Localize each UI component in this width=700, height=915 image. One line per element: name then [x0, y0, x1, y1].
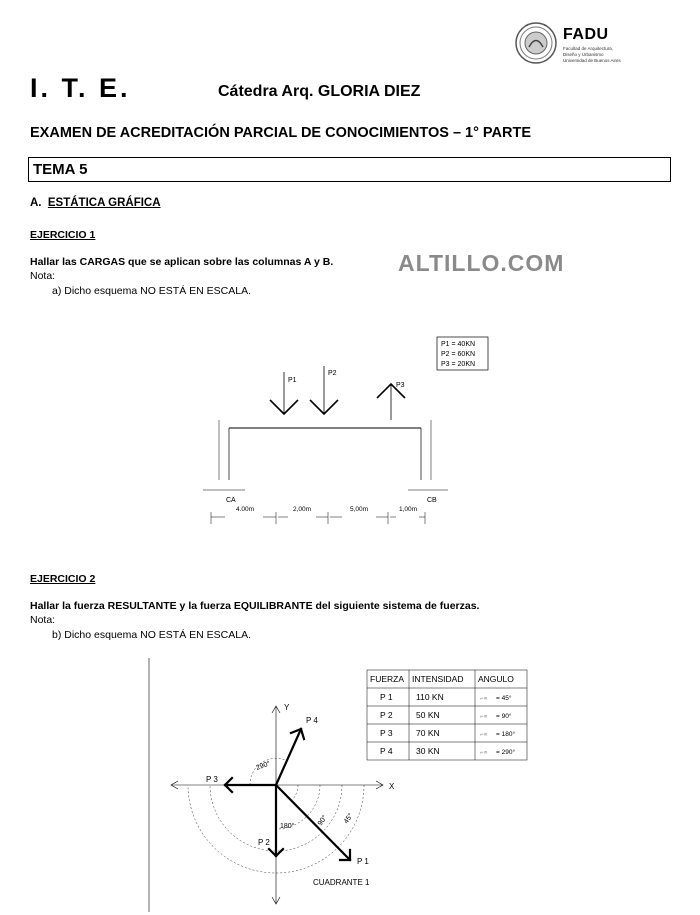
dimension-label: 5,00m	[349, 506, 369, 513]
table-header: INTENSIDAD	[412, 674, 464, 684]
table-cell: = 90°	[496, 713, 512, 720]
exercise-1-nota-label: Nota:	[30, 270, 56, 282]
table-cell: 30 KN	[416, 746, 440, 756]
exercise-2-nota-label: Nota:	[30, 614, 56, 626]
force-label: P 3	[206, 775, 218, 784]
force-label: P 4	[306, 716, 318, 725]
alpha-icon: ⌐∝	[480, 696, 488, 702]
table-cell: P 2	[380, 710, 393, 720]
section-letter: A.	[30, 197, 42, 209]
angle-label: 290°	[255, 760, 272, 772]
alpha-icon: ⌐∝	[480, 732, 488, 738]
alpha-icon: ⌐∝	[480, 750, 488, 756]
force-label: P 2	[258, 838, 270, 847]
table-cell: 110 KN	[416, 692, 444, 702]
table-cell: P 1	[380, 692, 393, 702]
logo-line: Facultad de Arquitectura,	[563, 46, 614, 51]
table-cell: 50 KN	[416, 710, 440, 720]
load-label: P2	[328, 370, 337, 377]
logo-title: FADU	[563, 26, 609, 43]
loads-legend-line: P3 = 20KN	[441, 361, 476, 368]
force-arrows	[225, 729, 350, 860]
table-header: ANGULO	[478, 674, 514, 684]
x-axis-label: X	[389, 782, 395, 791]
loads-legend-line: P1 = 40KN	[441, 341, 476, 348]
catedra-name: Cátedra Arq. GLORIA DIEZ	[218, 83, 421, 100]
loads-legend-line: P2 = 60KN	[441, 351, 476, 358]
logo-line: Diseño y Urbanismo	[563, 52, 604, 57]
tema-label: TEMA 5	[33, 161, 88, 178]
table-cell: = 290°	[496, 749, 516, 756]
angle-label: 90°	[316, 814, 329, 828]
force-label: P 1	[357, 857, 369, 866]
figure-caption: CUADRANTE 1	[313, 878, 370, 887]
table-cell: P 3	[380, 728, 393, 738]
exercise-2-title: EJERCICIO 2	[30, 573, 96, 585]
course-title: I. T. E.	[30, 73, 131, 103]
load-label: P3	[396, 382, 405, 389]
watermark: ALTILLO.COM	[398, 250, 565, 276]
y-axis-label: Y	[284, 703, 290, 712]
logo-line: Universidad de Buenos Aires	[563, 58, 621, 63]
dimension-label: 4.00m	[235, 506, 255, 513]
angle-label: 45°	[342, 812, 355, 826]
table-cell: 70 KN	[416, 728, 440, 738]
force-p4-arrow	[276, 729, 301, 785]
exercise-2-nota-item: b) Dicho esquema NO ESTÁ EN ESCALA.	[52, 629, 251, 641]
support-label: CA	[226, 497, 236, 504]
exercise-2-statement: Hallar la fuerza RESULTANTE y la fuerza EQUILIBRANTE del siguiente sistema de fuerzas.	[30, 600, 480, 612]
alpha-icon: ⌐∝	[480, 714, 488, 720]
exam-title: EXAMEN DE ACREDITACIÓN PARCIAL DE CONOCIMIENTOS – 1° PARTE	[30, 125, 531, 141]
dimension-label: 1,00m	[398, 506, 418, 513]
support-label: CB	[427, 497, 437, 504]
load-label: P1	[288, 377, 297, 384]
table-cell: = 45°	[496, 695, 512, 702]
exercise-1-nota-item: a) Dicho esquema NO ESTÁ EN ESCALA.	[52, 285, 251, 297]
section-title: ESTÁTICA GRÁFICA	[47, 197, 161, 209]
dimension-label: 2,00m	[292, 506, 312, 513]
exercise-1-statement: Hallar las CARGAS que se aplican sobre las columnas A y B.	[30, 256, 334, 268]
exercise-1-title: EJERCICIO 1	[30, 229, 96, 241]
table-cell: P 4	[380, 746, 393, 756]
table-header: FUERZA	[370, 674, 404, 684]
table-cell: = 180°	[496, 731, 516, 738]
angle-label: 180°	[280, 823, 295, 830]
